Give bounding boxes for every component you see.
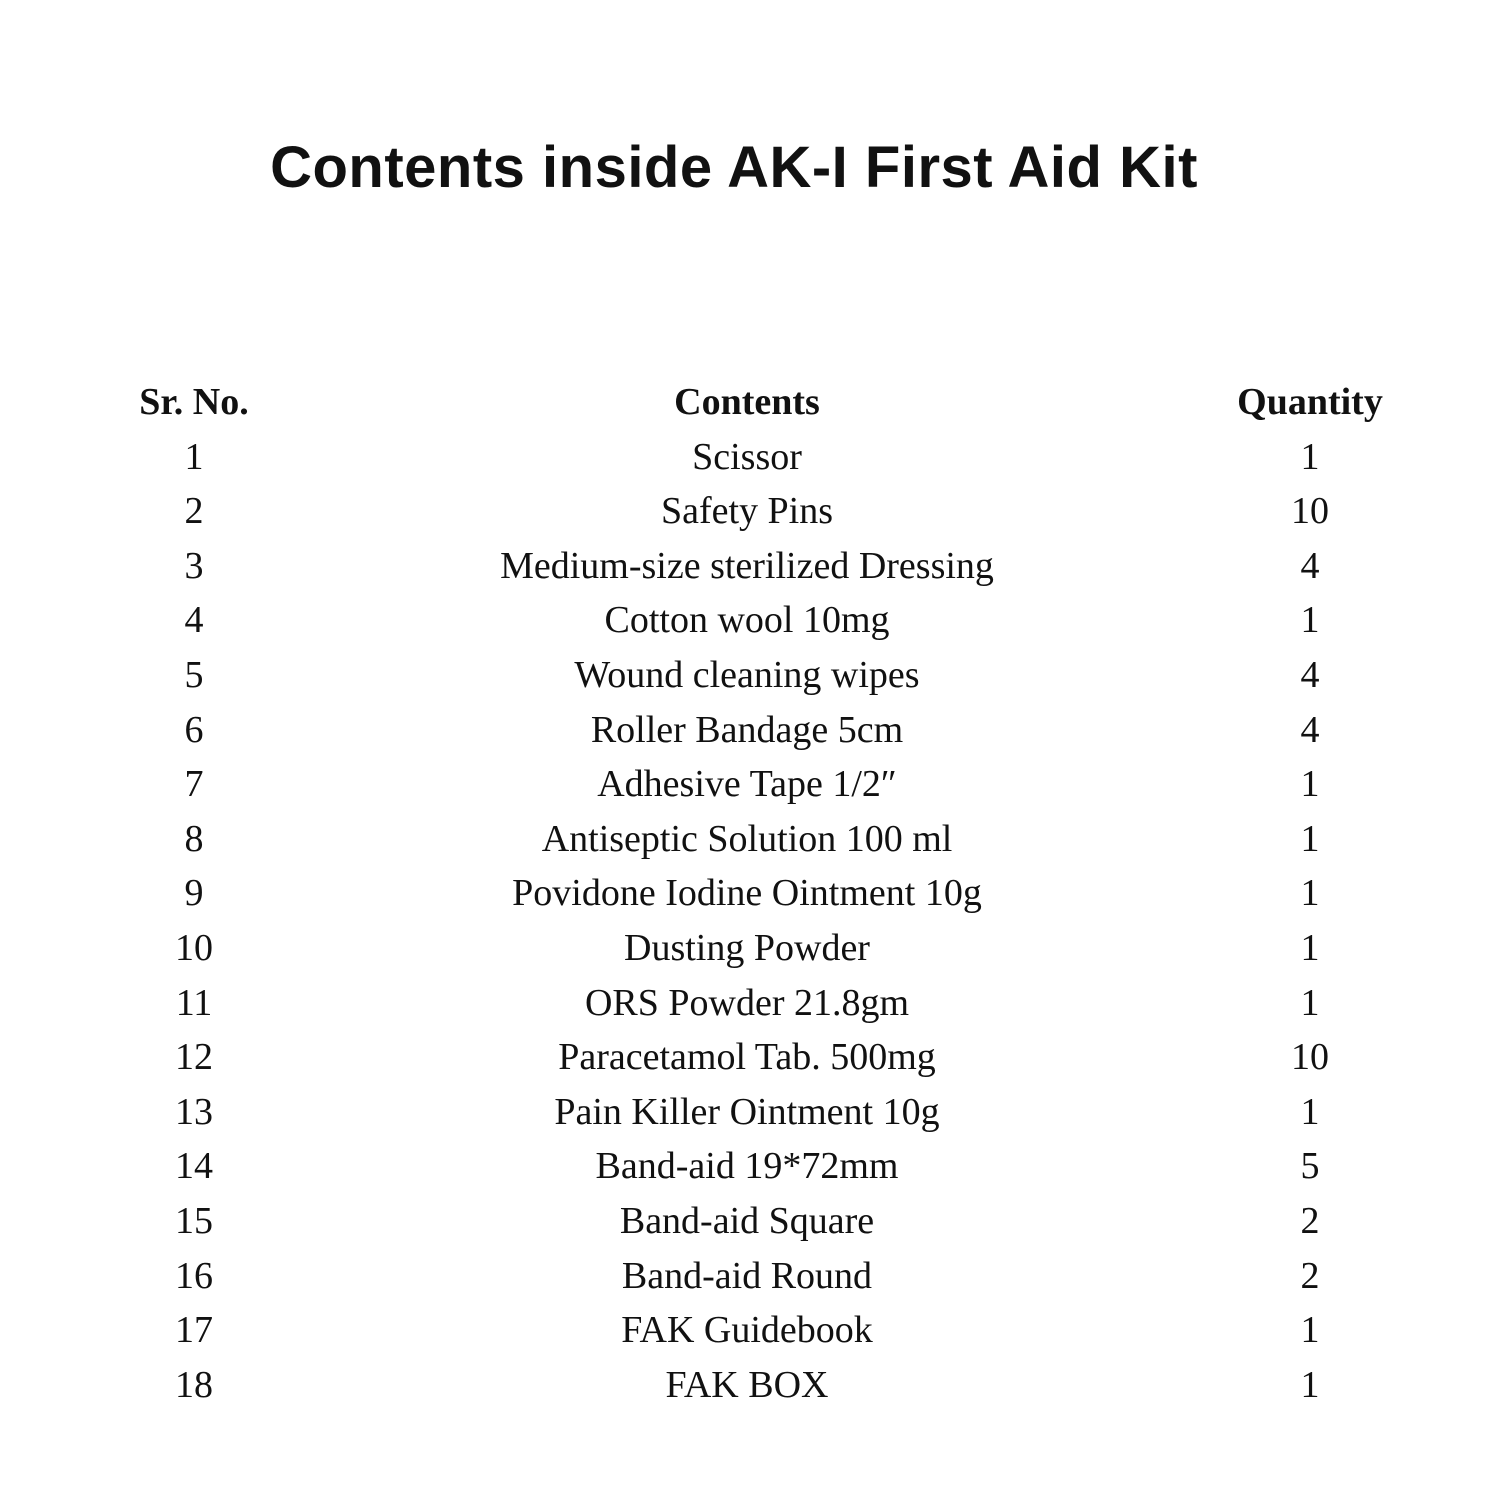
- table-row: [0, 430, 1500, 485]
- table-row: [0, 1303, 1500, 1358]
- row-sr-no: 10: [175, 926, 213, 969]
- row-quantity: 1: [1300, 763, 1320, 806]
- table-row: [0, 812, 1500, 867]
- header-sr-no: Sr. No.: [139, 381, 249, 423]
- row-contents: Safety Pins: [660, 490, 834, 533]
- row-contents: ORS Powder 21.8gm: [584, 981, 910, 1024]
- row-contents: Roller Bandage 5cm: [590, 708, 904, 751]
- row-contents: Scissor: [692, 435, 802, 478]
- row-sr-no: 17: [175, 1309, 213, 1352]
- row-contents: Pain Killer Ointment 10g: [554, 1090, 940, 1133]
- row-sr-no: 18: [175, 1363, 213, 1406]
- row-quantity: 2: [1300, 1254, 1320, 1297]
- row-quantity: 4: [1300, 708, 1320, 751]
- contents-table: [0, 375, 1500, 1412]
- table-row: [0, 1139, 1500, 1194]
- row-quantity: 1: [1300, 1090, 1320, 1133]
- table-row: [0, 703, 1500, 758]
- row-quantity: 1: [1300, 599, 1320, 642]
- row-contents: Povidone Iodine Ointment 10g: [512, 872, 982, 915]
- row-sr-no: 2: [184, 490, 204, 533]
- row-quantity: 1: [1300, 872, 1320, 915]
- row-contents: Dusting Powder: [624, 926, 870, 969]
- row-contents: Adhesive Tape 1/2″: [597, 763, 897, 806]
- table-row: [0, 757, 1500, 812]
- row-quantity: 10: [1291, 1036, 1329, 1079]
- table-row: [0, 1194, 1500, 1249]
- table-row: [0, 484, 1500, 539]
- table-row: [0, 1085, 1500, 1140]
- table-row: [0, 1030, 1500, 1085]
- row-contents: Wound cleaning wipes: [574, 653, 920, 696]
- table-row: [0, 648, 1500, 703]
- row-sr-no: 12: [175, 1036, 213, 1079]
- row-contents: FAK BOX: [665, 1363, 829, 1406]
- row-contents: Antiseptic Solution 100 ml: [541, 817, 953, 860]
- row-sr-no: 8: [184, 817, 204, 860]
- row-sr-no: 7: [184, 763, 204, 806]
- row-sr-no: 13: [175, 1090, 213, 1133]
- row-contents: Paracetamol Tab. 500mg: [558, 1036, 936, 1079]
- row-sr-no: 6: [184, 708, 204, 751]
- row-quantity: 1: [1300, 435, 1320, 478]
- row-quantity: 5: [1300, 1145, 1320, 1188]
- row-sr-no: 5: [184, 653, 204, 696]
- table-row: [0, 866, 1500, 921]
- row-sr-no: 4: [184, 599, 204, 642]
- row-quantity: 2: [1300, 1199, 1320, 1242]
- row-quantity: 4: [1300, 653, 1320, 696]
- row-quantity: 4: [1300, 544, 1320, 587]
- row-quantity: 1: [1300, 926, 1320, 969]
- header-contents: Contents: [674, 381, 820, 423]
- row-sr-no: 3: [184, 544, 204, 587]
- table-row: [0, 976, 1500, 1031]
- row-sr-no: 14: [175, 1145, 213, 1188]
- row-quantity: 1: [1300, 1309, 1320, 1352]
- row-contents: FAK Guidebook: [621, 1309, 873, 1352]
- table-row: [0, 593, 1500, 648]
- row-contents: Band-aid 19*72mm: [595, 1145, 899, 1188]
- row-quantity: 1: [1300, 981, 1320, 1024]
- row-contents: Medium-size sterilized Dressing: [500, 544, 994, 587]
- row-sr-no: 11: [175, 981, 213, 1024]
- row-sr-no: 16: [175, 1254, 213, 1297]
- row-contents: Band-aid Square: [619, 1199, 875, 1242]
- row-sr-no: 1: [184, 435, 204, 478]
- page-title: Contents inside AK-I First Aid Kit: [270, 135, 1198, 200]
- table-header-row: [0, 375, 1500, 430]
- table-body: [0, 430, 1500, 1413]
- table-row: [0, 1249, 1500, 1304]
- row-contents: Band-aid Round: [621, 1254, 873, 1297]
- row-sr-no: 15: [175, 1199, 213, 1242]
- row-contents: Cotton wool 10mg: [604, 599, 890, 642]
- table-row: [0, 1358, 1500, 1413]
- row-quantity: 10: [1291, 490, 1329, 533]
- row-quantity: 1: [1300, 817, 1320, 860]
- row-quantity: 1: [1300, 1363, 1320, 1406]
- table-row: [0, 921, 1500, 976]
- table-row: [0, 539, 1500, 594]
- header-quantity: Quantity: [1237, 381, 1383, 423]
- row-sr-no: 9: [184, 872, 204, 915]
